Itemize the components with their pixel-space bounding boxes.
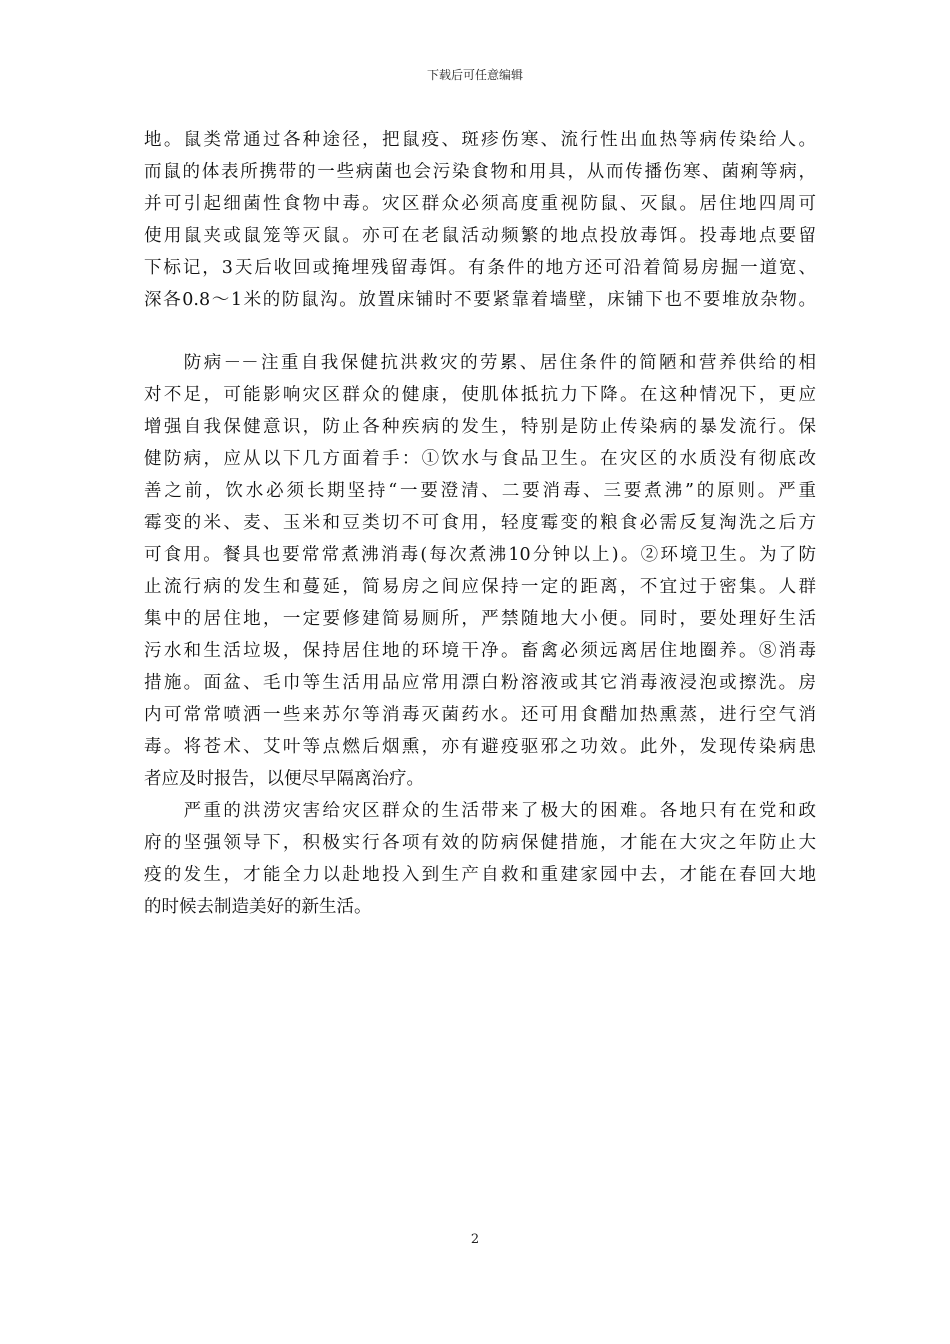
text-line: 疫的发生，才能全力以赴地投入到生产自救和重建家园中去，才能在春回大地: [144, 865, 816, 885]
text-line: 并可引起细菌性食物中毒。灾区群众必须高度重视防鼠、灭鼠。居住地四周可: [144, 194, 816, 214]
text-line: 善之前，饮水必须长期坚持“一要澄清、二要消毒、三要煮沸”的原则。严重: [144, 481, 816, 501]
text-line: 深各0.8～1米的防鼠沟。放置床铺时不要紧靠着墙壁，床铺下也不要堆放杂物。: [144, 290, 816, 310]
text-line: 止流行病的发生和蔓延，简易房之间应保持一定的距离，不宜过于密集。人群: [144, 577, 816, 597]
paragraph-rat-control: [144, 124, 816, 316]
text-line: 府的坚强领导下，积极实行各项有效的防病保健措施，才能在大灾之年防止大: [144, 833, 816, 853]
text-line: 防病－－注重自我保健抗洪救灾的劳累、居住条件的简陋和营养供给的相: [144, 353, 816, 373]
text-line: 对不足，可能影响灾区群众的健康，使肌体抵抗力下降。在这种情况下，更应: [144, 385, 816, 405]
text-line: 可食用。餐具也要常常煮沸消毒(每次煮沸10分钟以上)。②环境卫生。为了防: [144, 545, 816, 565]
text-line: 使用鼠夹或鼠笼等灭鼠。亦可在老鼠活动频繁的地点投放毒饵。投毒地点要留: [144, 226, 816, 246]
text-line: 霉变的米、麦、玉米和豆类切不可食用，轻度霉变的粮食必需反复淘洗之后方: [144, 513, 816, 533]
text-line: 而鼠的体表所携带的一些病菌也会污染食物和用具，从而传播伤寒、菌痢等病，: [144, 162, 816, 182]
text-line: 污水和生活垃圾，保持居住地的环境干净。畜禽必须远离居住地圈养。⑧消毒: [144, 641, 816, 661]
paragraph-conclusion: [144, 795, 816, 923]
text-line: 集中的居住地，一定要修建简易厕所，严禁随地大小便。同时，要处理好生活: [144, 609, 816, 629]
page-number: 2: [470, 1232, 480, 1247]
text-line: 措施。面盆、毛巾等生活用品应常用漂白粉溶液或其它消毒液浸泡或擦洗。房: [144, 673, 816, 693]
text-line: 的时候去制造美好的新生活。: [144, 897, 372, 917]
page-header: 下载后可任意编辑: [426, 68, 523, 82]
text-line: 健防病，应从以下几方面着手：①饮水与食品卫生。在灾区的水质没有彻底改: [144, 449, 816, 469]
paragraph-gap: [144, 316, 816, 347]
paragraph-disease-prevention: [144, 347, 816, 795]
text-line: 内可常常喷洒一些来苏尔等消毒灭菌药水。还可用食醋加热熏蒸，进行空气消: [144, 705, 816, 725]
text-line: 毒。将苍术、艾叶等点燃后烟熏，亦有避疫驱邪之功效。此外，发现传染病患: [144, 737, 816, 757]
text-line: 严重的洪涝灾害给灾区群众的生活带来了极大的困难。各地只有在党和政: [144, 801, 816, 821]
text-line: 者应及时报告，以便尽早隔离治疗。: [144, 769, 424, 789]
text-line: 下标记，3天后收回或掩埋残留毒饵。有条件的地方还可沿着简易房掘一道宽、: [144, 258, 816, 278]
text-line: 增强自我保健意识，防止各种疾病的发生，特别是防止传染病的暴发流行。保: [144, 417, 816, 437]
body-text: [144, 124, 816, 923]
text-line: 地。鼠类常通过各种途径，把鼠疫、斑疹伤寒、流行性出血热等病传染给人。: [144, 130, 816, 150]
